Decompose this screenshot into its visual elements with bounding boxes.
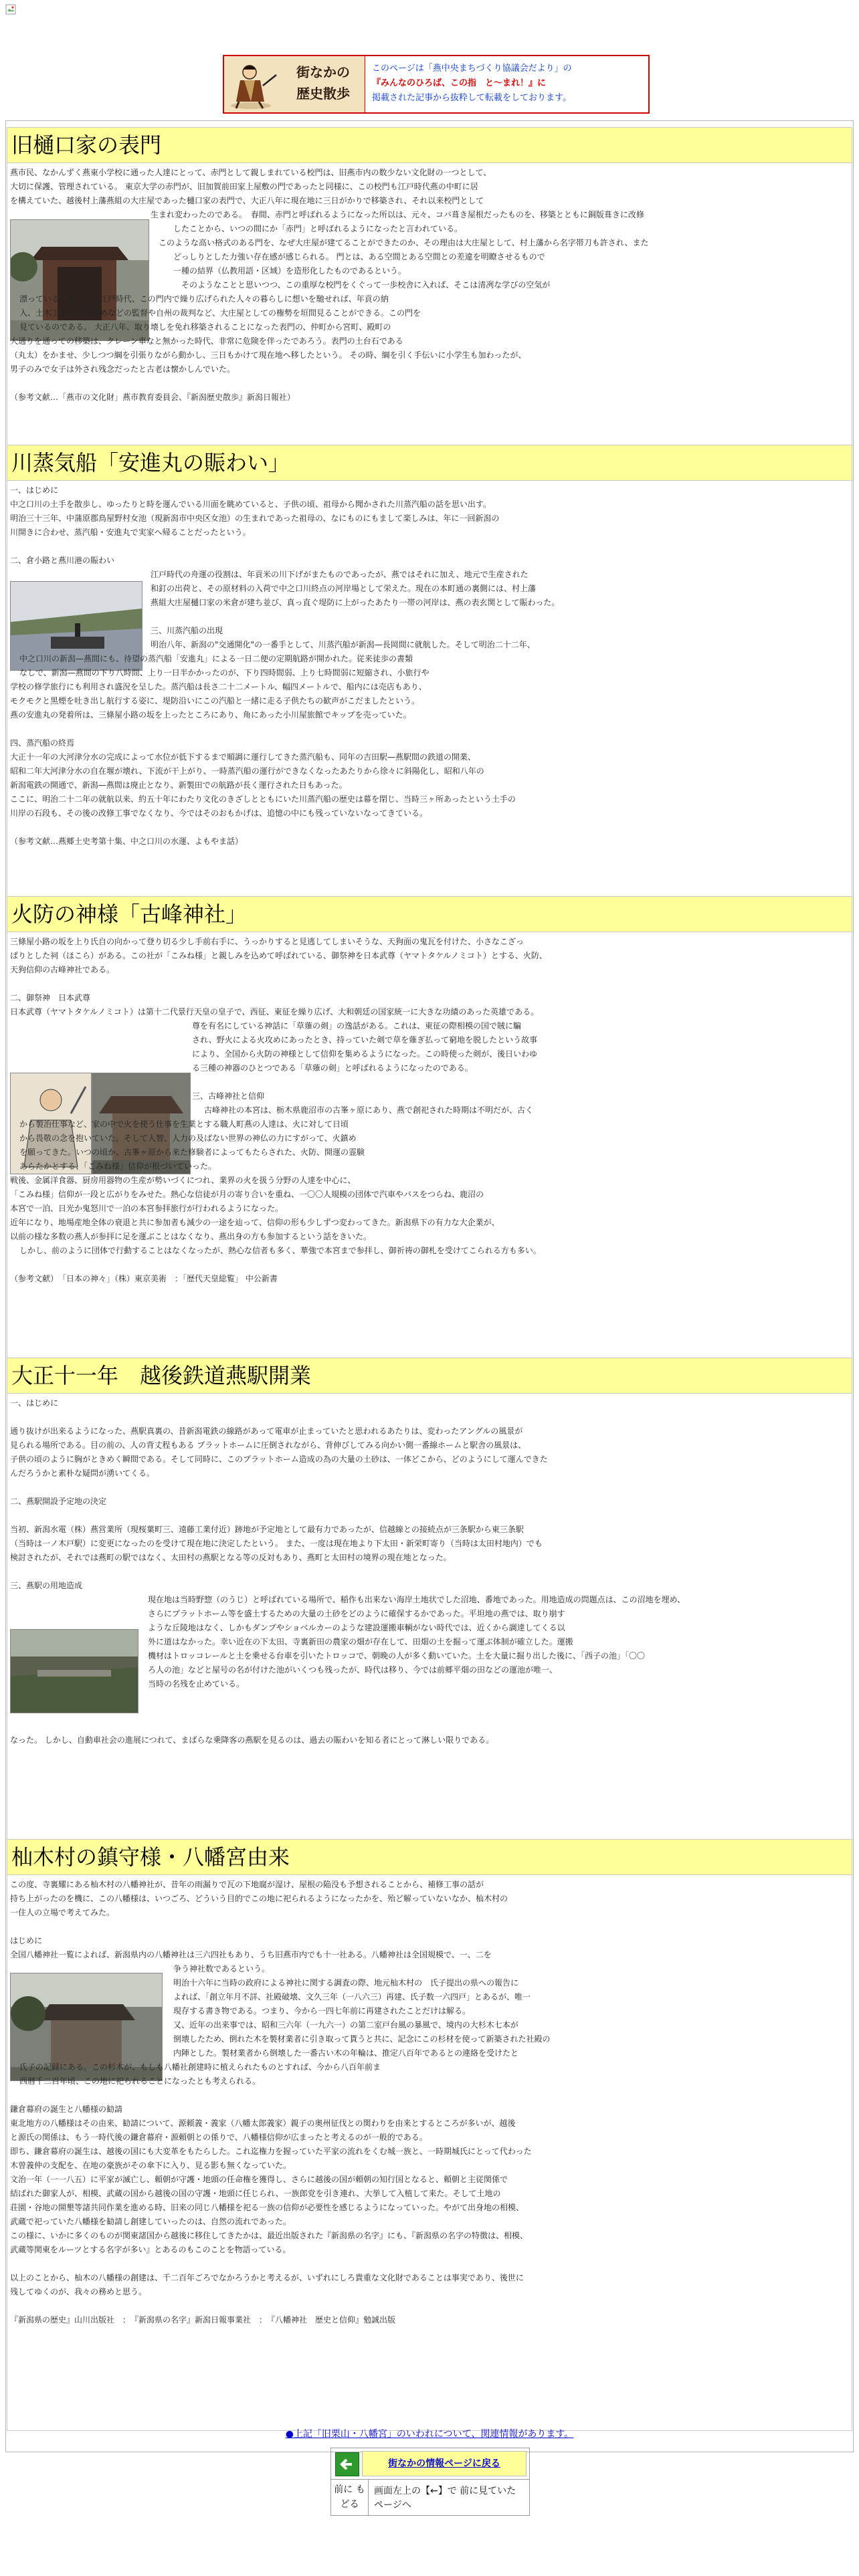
section-body [10,1878,846,2327]
body-line: 文治一年（一一八五）に平家が滅亡し、頼朝が守護・地頭の任命権を獲得し、さらに越後の国が頼朝の知行国となると、頼朝と主従関係で [10,2175,508,2184]
banner-info-line-3: 掲載された記事から抜粋して転載をしております。 [372,93,571,103]
body-line: 三、古峰神社と信仰 [192,1091,265,1101]
body-line: ぱりとした祠（ほこら）がある。この社が「こみね様」と親しみを込めて呼ばれている、御祭神を日本武尊（ヤマトタケルノミコト）とする、火防、 [10,951,547,960]
body-line: 見られる場所である。目の前の、人の背丈程もある プラットホームに圧倒されながら、背伸びしてみる向かい側一番線ホームと駅舎の風景は、 [10,1440,527,1450]
body-line: 川開きに合わせ、蒸汽船・安進丸で実家へ帰ることだったという。 [10,528,251,537]
back-instruction: 画面左上の【←】で 前に見ていたページへ [374,2486,516,2510]
body-line: 三、燕駅の用地造成 [10,1581,83,1590]
body-line: そのようなことと思いつつ、この重厚な校門をくぐって一歩校舎に入れば、そこは清冽な学びの空気が [173,280,551,290]
body-line: 一、はじめに [10,1398,59,1408]
body-line: なった。 しかし、自動車社会の進展につれて、まばらな乗降客の燕駅を見るのは、過去の賑わいを知る者にとって淋しい限りである。 [10,1735,494,1745]
logo-line-1: 街なかの [296,64,350,80]
body-line: 昭和二年大河津分水の自在堰が壊れ、下流が干上がり、一時蒸汽船の運行ができなくなったあたりから徐々に斜陽化し、昭和八年の [10,766,484,776]
section-body [10,1396,846,1747]
body-line: から製治仕事など、家の中で火を使う仕事を生業とする職人町燕の人達は、火に対して日頃 [19,1119,349,1129]
body-line: 争う神社数であるという。 [173,1964,270,1973]
body-line: 機材はトロッコレールと土を乗せる台車を引いたトロッコで、朝晩の人が多く動いていた。土を大量に掘り出した後に、「西子の池」「〇〇 [148,1651,646,1660]
section-title: 旧樋口家の表門 [7,127,852,163]
body-line: 明治八年、新潟の"交通開化"の一番手として、川蒸汽船が新潟—長岡間に就航した。そして明治二十二年、 [151,640,535,649]
body-line: 結ばれた御家人が、相模、武蔵の国から越後の国の守護・地頭に任じられ、一族郎党を引き連れ、大挙して入植して来た。そして土地の [10,2189,501,2198]
body-line: 以上のことから、杣木の八幡様の創建は、千二百年ごろでなかろうかと考えるが、いずれにしろ貴重な文化財であることは事実であり、後世に [10,2273,524,2282]
body-line: 検討されたが、それでは燕町の駅ではなく、太田村の燕駅となる等の反対もあり、燕町と太田村の境界の現在地となった。 [10,1553,452,1562]
back-to-info-page-link[interactable]: 街なかの情報ページに戻る [362,2451,527,2476]
banner-info-line-1: このページは「燕中央まちづくり協議会だより」の [372,64,572,74]
body-line: 西暦千二百年頃、この地に祀られることになったとも考えられる。 [19,2076,261,2086]
body-line: 東北地方の八幡様はその由来、勧請について、源頼義・義家（八幡太郎義家）親子の奥州征伐との関わりを由来とするところが多いが、越後 [10,2119,516,2128]
body-line: 倒壊したため、倒れた木を製材業者に引き取って貰うと共に、記念にこの杉材を使って新築された社殿の [173,2034,551,2044]
body-line: しかし、前のように団体で行動することはなくなったが、熱心な信者も多く、華強で本宮まで参拝し、御祈祷の御札を受けてこられる方も多い。 [19,1246,541,1255]
body-line: 生まれ変わったのである。 春間、赤門と呼ばれるようになった所以は、元々、コバ葺き屋根だったものを、移築とともに銅版葺きに改修 [151,210,644,219]
body-line: この度、寺裏耀にある杣木村の八幡神社が、昔年の雨漏りで瓦の下地腐が湿け、屋根の陥没も予想されることから、補修工事の話が [10,1880,484,1889]
body-line: （参考文献） 「日本の神々」（株）東京美術 ：「歴代天皇総覧」 中公新書 [10,1274,278,1283]
body-line: 三、川蒸汽船の出現 [151,626,223,635]
body-line: 『新潟県の歴史』山川出版社 ： 『新潟県の名字』新潟日報事業社 ： 『八幡神社 歴史と信仰』勉誠出版 [10,2315,396,2325]
section-body [10,166,846,405]
body-line: ろ人の池」などと屋号の名が付けた池がいくつも残ったが、時代は移り、今では前郷平畑の田などの運池が唯一、 [148,1665,558,1675]
body-line: 天狗信仰の古峰神社である。 [10,965,115,974]
body-line: 即ち、鎌倉幕府の誕生は、越後の国にも大変革をもたらした。これ迄権力を握っていた平家の流れをくむ城一族と、一時期城氏にとって代わった [10,2147,532,2156]
body-line: 新潟電鉄の開通で、新潟—燕間は廃止となり、新製田での航路が長く運行された日もあった。 [10,780,347,790]
body-line: 明治十六年に当時の政府による神社に関する調査の際、地元杣木村の 氏子提出の県への報告に [173,1978,519,1988]
section-hachiman-shrine [7,1839,852,2431]
section-steamship [7,445,852,909]
body-line: され、野火による火攻めにあったとき、持っていた剣で草を薙ぎ払って窮地を脱したという故事 [192,1035,538,1045]
go-back-cell[interactable]: 前に もどる [331,2480,369,2515]
body-line: 二、倉小路と燕川港の賑わい [10,556,115,565]
body-line: 中之口川の土手を散歩し、ゆったりと時を運んでいる川面を眺めていると、子供の頃、祖母から聞かされた川蒸汽船の話を思い出す。 [10,500,491,509]
body-line: 現存する書き物である。つまり、今から一四七年前に再建されたことだけは解る。 [173,2006,471,2016]
body-line: したことから、いつの間にか「赤門」と呼ばれるようになったと言われている。 [173,224,463,233]
body-line: 二、燕駅開設予定地の決定 [10,1497,107,1506]
body-line: （参考文献…「燕市の文化財」燕市教育委員会、『新潟歴史散歩』新潟日報社） [10,393,296,402]
body-line: この様に、いかに多くのものが関東諸国から越後に移住してきたかは、最近出版された『新潟県の名字』にも、『新潟県の名字の特徴は、相模、 [10,2231,529,2240]
body-line: んだろうかと素朴な疑問が湧いてくる。 [10,1469,155,1478]
body-line: 外に道はなかった。幸い近在の下太田、寺裏新田の農家の畑が存在して、田畑の土を掘って運ぶ体制が確立した。運搬 [148,1637,573,1646]
section-title: 杣木村の鎮守様・八幡宮由来 [7,1839,852,1875]
body-line: 又、近年の出来事では、昭和三六年（一九六一）の第二室戸台風の暴風で、境内の大杉木七本が [173,2020,518,2030]
section-title: 火防の神様「古峰神社」 [7,896,852,932]
back-top-row [331,2448,529,2480]
body-line: 男子のみで女子は外され残念だったと古老は懐かしんでいた。 [10,364,235,374]
body-line: よれば、「創立年月不詳、社殿破壊、文久三年（一八六三）再建、氏子数一六四戸」とあるが、唯一 [173,1992,531,2002]
body-line: 大通りを通っての移築は、クレーン車なと無かった時代、非常に危険を伴ったであろう。表門の土台石である [10,336,403,346]
body-line: 中之口川の新潟—燕間にも、待望の蒸汽船「安進丸」による一日二便の定期航路が開かれた。従来徒歩の書類 [19,654,413,663]
related-info-link[interactable]: ●上記「旧栗山・八幡宮」のいわれについて、関連情報があります。 [285,2429,574,2440]
section-title: 川蒸気船「安進丸の賑わい」 [7,445,852,481]
body-line: 全国八幡神社一覧によれば、新潟県内の八幡神社は三六四社もあり、うち旧燕市内でも十一社ある。八幡神社は全国規模で、一、二を [10,1950,492,1959]
body-line: 鎌倉幕府の誕生と八幡様の勧請 [10,2105,123,2114]
body-line: により、全国から火防の神様として信仰を集めるようになった。この時使った剣が、後日いわゆ [192,1049,538,1059]
body-line: ような丘陵地はなく、しかもダンプやショベルカーのような建設運搬車輌がない時代では、近くから調達してくる以 [148,1623,565,1632]
body-line: 木曽義仲の支配を、在地の豪族がその傘下に入り、見る影も無くなっていた。 [10,2161,292,2170]
body-line: 荘園・谷地の開墾等諸共同作業を進める時、旧来の同じ八幡様を祀る一族の信仰が必要性を感じるようになっていった。やがて出身地の相模、 [10,2203,524,2212]
body-line: 和釘の出荷と、その原材料の入荷で中之口川終点の河岸場として栄えた。現在の本町通の裏側には、村上藩 [151,584,537,593]
body-line: 残してゆくのが、我々の務めと思う。 [10,2287,147,2296]
body-line: 一、はじめに [10,486,59,495]
body-line: 現在地は当時野惣（のうじ）と呼ばれている場所で、稲作も出来ない海岸土地状でした沼地、番地であった。用地造成の問題点は、この沼地を埋め、 [148,1595,686,1604]
body-line: なしで、新潟—燕間の下り八時間、上り一日半かかったのが、下り四時間弱、上り七時間弱に短縮され、小旅行や [19,668,430,677]
body-line: モクモクと黒煙を吐き出し航行する姿に、堤防沿いにこの汽船と一緒に走る子供たちの歓声がこだましたという。 [10,696,420,706]
body-line: 尊を有名にしている神話に「草薙の剣」の逸話がある。これは、東征の際相模の国で賊に騙 [192,1021,522,1031]
logo-text [286,62,361,104]
body-line: 当初、新潟水電（株）燕営業所（現桜葉町三、遠藤工業付近）跡地が予定地として最有力であったが、信越線との接続点が三条駅から東三条駅 [10,1525,524,1534]
body-line: 入、土木工事、宗門改めなどの監督や自州の裁判など、大庄屋としての権勢を垣間見ることができる。この門を [19,308,421,318]
body-line: 通り抜けが出来るようになった、燕駅真裏の、昔新潟電鉄の線路があって電車が止まっていたと思われるあたりは、変わったアングルの風景が [10,1426,523,1436]
body-line: を願ってきた。いつの頃か、古峯ヶ原から来た修験者によってもたらされた、火防、開運の霊験 [19,1148,365,1157]
section-body [10,935,846,1286]
body-line: 古峰神社の本宮は、栃木県鹿沼市の古峯ヶ原にあり、燕で創祀された時期は不明だが、古く [204,1105,534,1115]
section-body [10,484,846,849]
body-line: 氏子の記録にある。この杉木が、もしも八幡社創建時に植えられたものとすれば、今から八百年前ま [19,2062,381,2072]
logo-line-2: 歴史散歩 [296,86,350,102]
body-line: と源氏の関係は、もう一時代後の鎌倉幕府・源頼朝との係りで、八幡様信仰が広まったと考えるのが一般的である。 [10,2133,427,2142]
body-line: 本宮で一泊、日光か鬼怒川で一泊の本宮参拝旅行が行われるようになった。 [10,1204,284,1213]
body-line: 明治三十三年、中蒲原郡鳥屋野村女池（現新潟市中央区女池）の生まれであった祖母の、なにものにもまして楽しみは、年に一回新潟の [10,514,500,523]
body-line: 川岸の石段も、その後の改修工事でなくなり、今ではそのおもかげは、追憶の中にも残っていないなってきている。 [10,809,428,818]
section-komine-shrine [7,896,852,1374]
back-navigation [330,2448,530,2516]
body-line: 大切に保護、管理されている。 東京大学の赤門が、旧加賀前田家上屋敷の門であったと同様に、この校門も江戸時代燕の中町に居 [10,182,478,191]
body-line: 子供の頃のように胸がときめく瞬間である。そして同時に、このプラットホーム造成の為の大量の土砂は、一体どこから、どのようにして運んできた [10,1455,548,1464]
body-line: どっしりとした力強い存在感が感じられる。 門とは、ある空間とある空間との差違を明瞭させるもので [173,252,545,261]
body-line: 燕組大庄屋樋口家の米倉が建ち並び、真っ直ぐ堤防に上がったあたり一帯の河岸は、燕の表玄関として賑わった。 [151,598,560,607]
body-line: 大正十一年の大河津分水の完成によって水位が低下するまで順調に運行してきた蒸汽船も、同年の吉田駅—燕駅間の鉄道の開業、 [10,752,476,762]
section-title: 大正十一年 越後鉄道燕駅開業 [7,1358,852,1394]
header-banner [223,55,650,114]
body-line: 燕の安進丸の発着所は、三條屋小路の坂を上ったところにあり、角にあった小川屋旅館でキップを売っていた。 [10,710,411,720]
body-line: （参考文献…燕郷土史考第十集、中之口川の水運、よもやま話） [10,837,244,846]
body-line: 戦後、金属洋食器、厨房用器物の生産が勢いづくにつれ、業界の火を扱う分野の人達を中心に、 [10,1176,356,1185]
banner-info-line-2: 『みんなのひろば、この指 と～まれ！』に [372,78,547,88]
body-line: から畏敬の念を抱いていた。そして人智、人力の及ばない世界の神仏の力にすがって、火鎮め [19,1134,357,1143]
body-line: （当時は一ノ木戸駅）に変更になったのを受けて現在地に決定したという。 また、一度は現在地より下太田・新栄町寄り（当時は太田村地内）でも [10,1539,543,1548]
body-line: 「こみね様」信仰が一段と広がりをみせた。熱心な信徒が月の寄り合いを重ね、一〇〇人規模の団体で汽車やバスをつらね、鹿沼の [10,1190,484,1199]
broken-image-icon [5,4,16,15]
body-line: 三條屋小路の坂を上り氏自の向かって登り切る少し手前右手に、うっかりすると見逃してしまいそうな、天狗面の鬼瓦を付けた、小さなこざっ [10,937,524,946]
body-line: ここに、明治二十二年の就航以来、約五十年にわたり文化のきざしとともにいた川蒸汽船の歴史は幕を閉じ、当時三ヶ所あったという土手の [10,794,516,804]
body-line: あらたかとする、「こみね様」信仰が根づいていった。 [19,1162,217,1171]
body-line: を構えていた、越後村上藩燕組の大庄屋であった樋口家の表門で、大正八年に現在地に三日がかりで移築され、それ以来校門として [10,196,484,205]
back-arrow-icon[interactable] [335,2452,359,2476]
section-tsubame-station [7,1358,852,1861]
body-line: 近年になり、地場産地全体の衰退と共に参加者も減少の一途を辿って、信仰の形も少しずつ変わってきた。新潟県下の有力な大企業が、 [10,1218,500,1227]
body-line: 武蔵で祀っていた八幡様を勧請し創建していったのは、自然の流れであった。 [10,2217,291,2226]
body-line: 持ち上がったのを機に、この八幡様は、いつごろ、どういう目的でこの地に祀られるようになったかを、殆ど解っていないなか、杣木村の [10,1894,508,1903]
body-line: （丸太）をかませ、少しつつ綱を引張りながら動かし、三日もかけて現在地へ移したという。 その時、綱を引く手伝いに小学生も加わったが、 [10,350,527,360]
body-line: はじめに [10,1936,43,1945]
body-line: 四、蒸汽船の終焉 [10,738,75,748]
body-line: 二、御祭神 日本武尊 [10,993,91,1002]
body-line: このような高い格式のある門を、なぜ大庄屋が建てることができたのか、その理由は大庄屋として、村上藩から名字帯刀も許され、また [151,238,649,247]
body-line: 武蔵等関東をルーツとする名字が多い』とあるのもこのことを物語っている。 [10,2245,291,2254]
body-line: 見ているのである。 大正八年、取り壊しを免れ移築されることになった表門の、仲町から宮町、殿町の [19,322,391,332]
body-line: 学校の修学旅行にも利用され盛況を呈した。蒸汽船は長さ二十二メートル、幅四メートルで、船内には売店もあり、 [10,682,427,691]
body-line: 一住人の立場で考えてみた。 [10,1908,115,1917]
body-line: 日本武尊（ヤマトタケルノミコト）は第十二代景行天皇の皇子で、西征、東征を繰り広げ、大和朝廷の国家統一に大きな功績のあった英雄である。 [10,1007,539,1016]
body-line: 当時の名残を止めている。 [148,1679,245,1689]
body-line: 以前の様な多数の燕人が参拝に足を運ぶことはなくなり、燕出身の方も参加するという話をきいた。 [10,1232,372,1241]
body-line: 江戸時代の舟運の役割は、年貢米の川下げがまたものであったが、燕ではそれに加え、地元で生産された [151,570,529,579]
section-higuchi-gate [7,127,852,478]
body-line: 内陣とした。製材業者から倒壊した一番古い木の年輪は、推定八百年であるとの連絡を受けたと [173,2048,519,2058]
body-line: 一種の結界（仏教用語・区域）を造形化したものであるという。 [173,266,407,276]
body-line: 燕市民、なかんずく燕東小学校に通った人達にとって、赤門として親しまれている校門は、旧燕市内の数少ない文化財の一つとして、 [10,168,492,177]
banner-info [365,56,648,112]
history-walk-logo [224,56,365,112]
body-line: さらにプラットホーム等を盛土するための大量の土砂をどのように確保するかであった。平坦地の燕では、取り崩す [148,1609,565,1618]
body-line: 漂っている。翻って、江戸時代、この門内で繰り広げられた人々の暮らしに想いを馳せれば、年貢の納 [19,294,389,304]
body-line: る三種の神器のひとつである「草薙の剣」と呼ばれるようになったのである。 [192,1063,473,1073]
